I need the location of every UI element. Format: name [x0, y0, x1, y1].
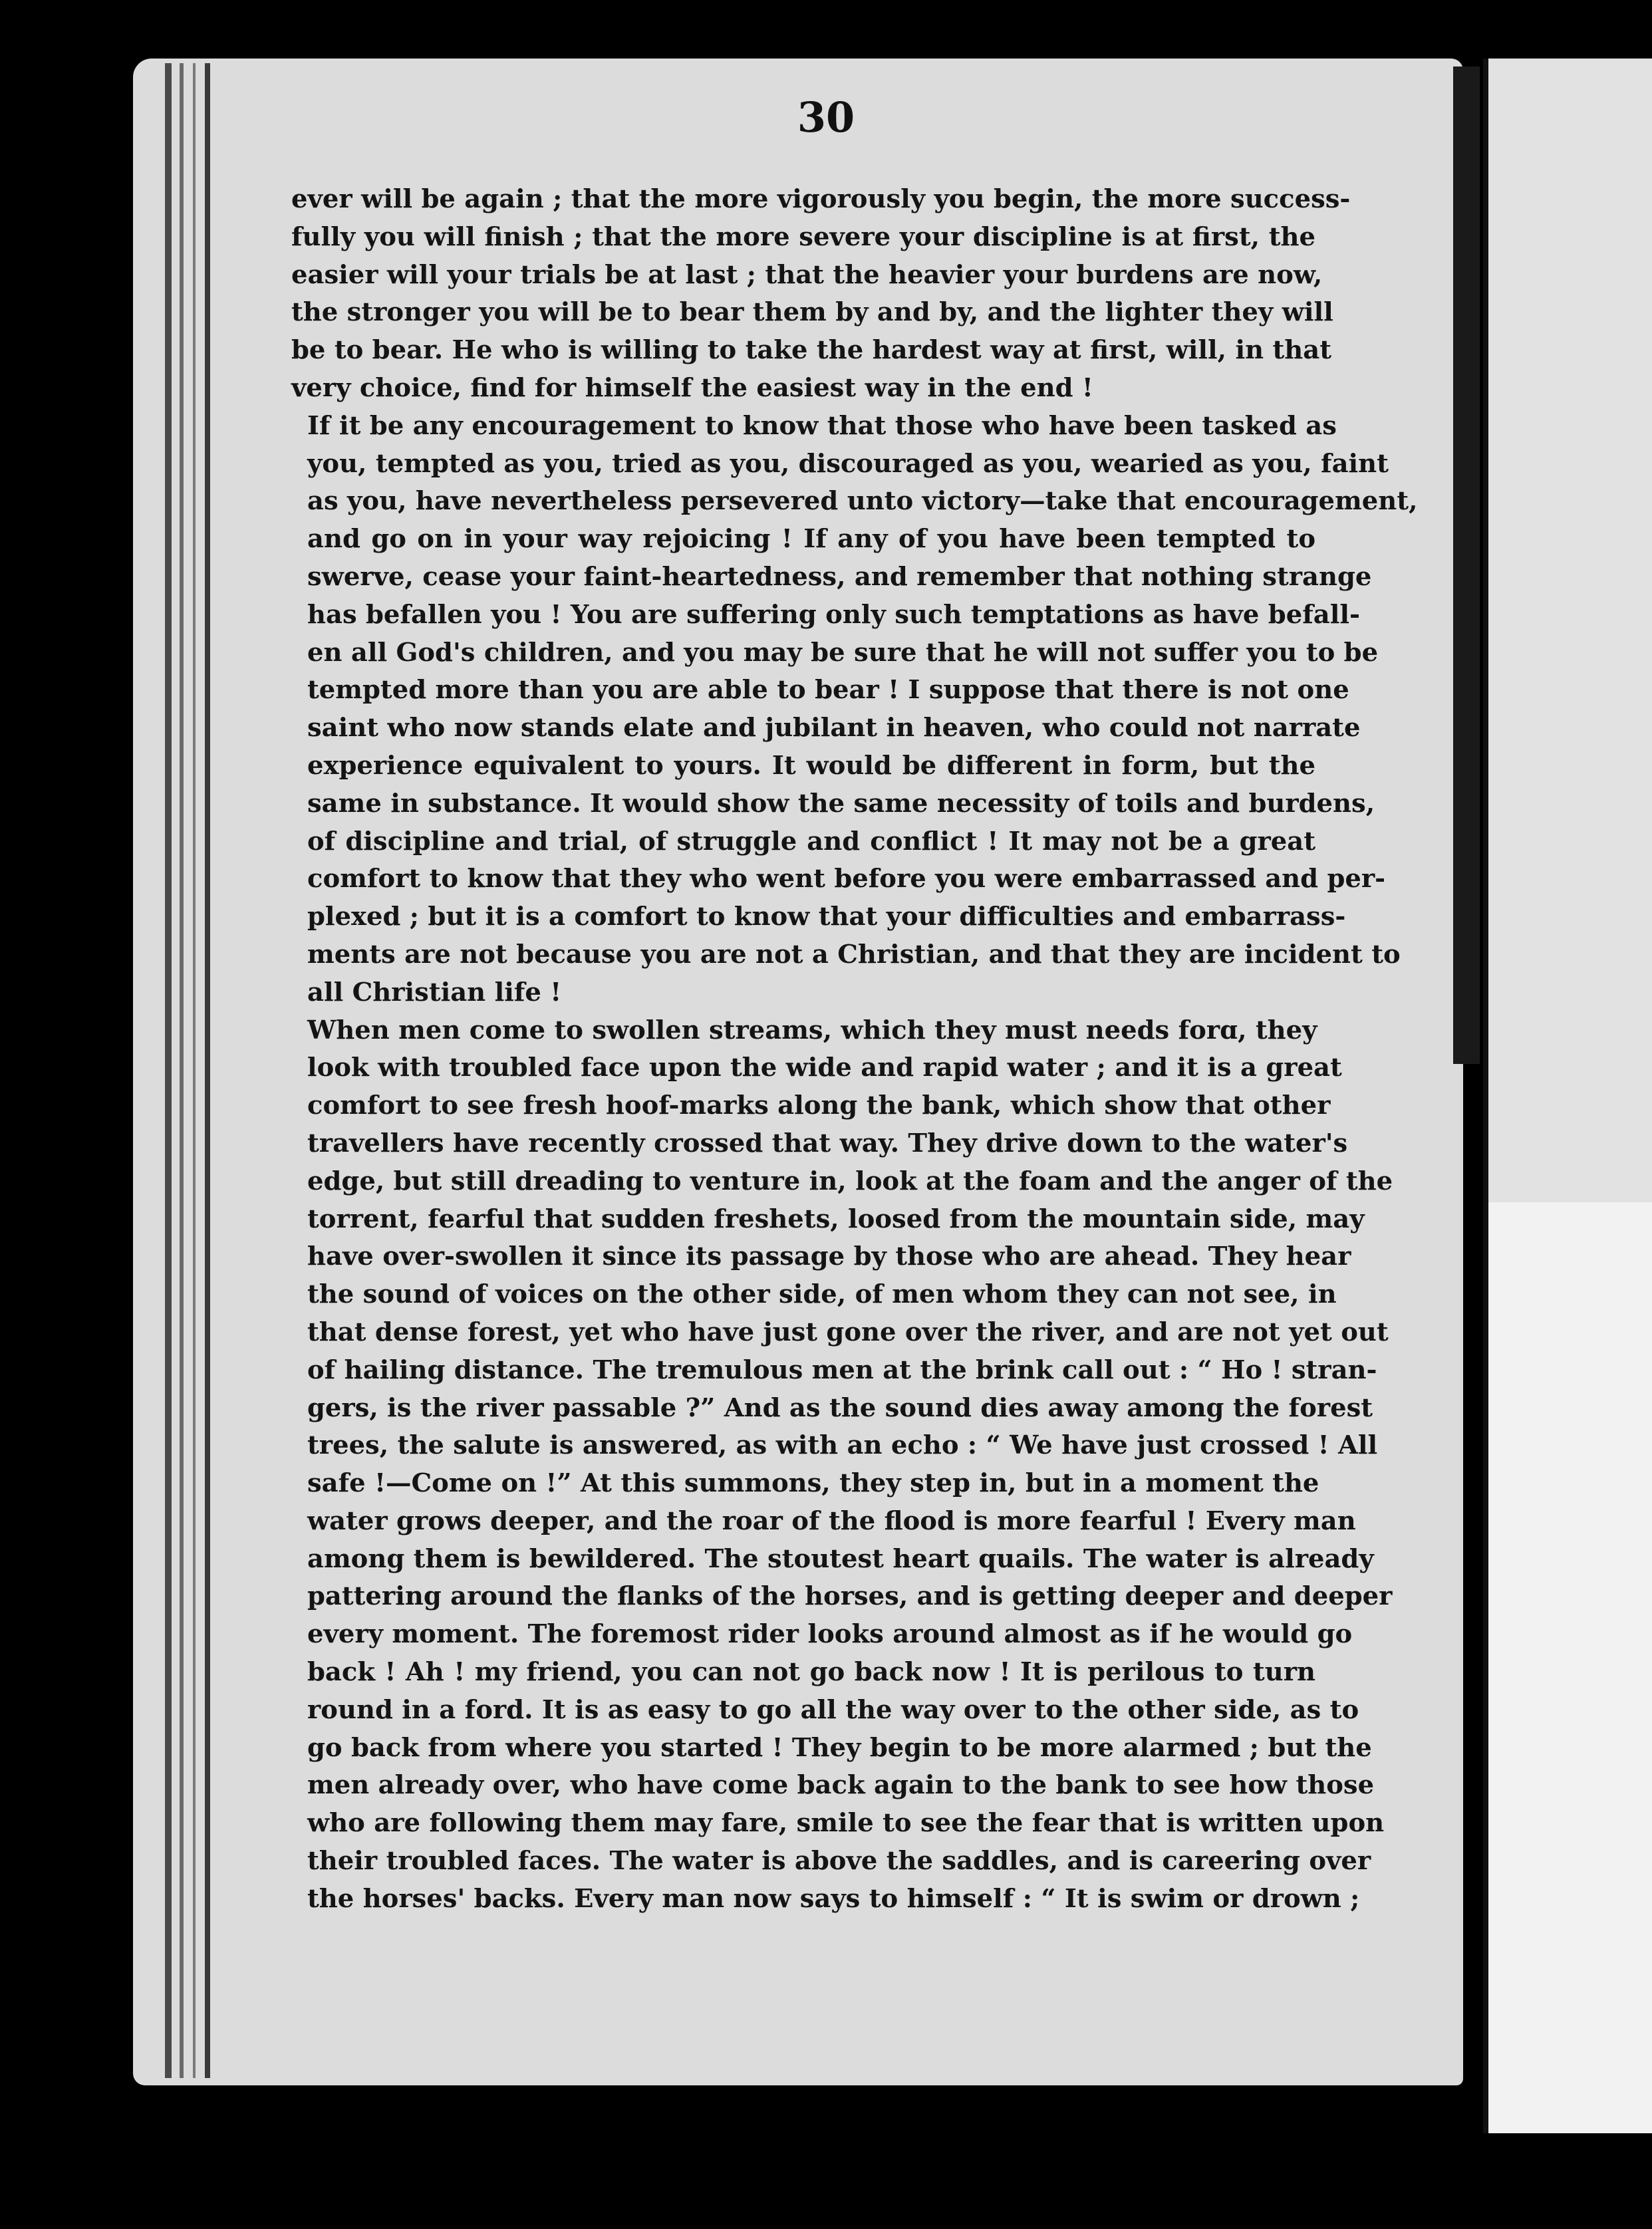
text-line: as you, have nevertheless persevered unto victory—take that encouragement,: [307, 486, 1418, 517]
text-line: be to bear. He who is willing to take the hardest way at first, will, in that: [291, 335, 1331, 366]
page-edge: [193, 63, 196, 2078]
text-line: comfort to know that they who went before you were embarrassed and per-: [307, 864, 1386, 894]
text-line: same in substance. It would show the same necessity of toils and burdens,: [307, 788, 1375, 819]
text-line: travellers have recently crossed that way. They drive down to the water's: [307, 1128, 1348, 1158]
text-line: the stronger you will be to bear them by and by, and the lighter they will: [291, 297, 1333, 328]
text-line: back ! Ah ! my friend, you can not go back now ! It is perilous to turn: [307, 1657, 1315, 1688]
text-line: very choice, find for himself the easiest way in the end !: [291, 372, 1093, 403]
text-line: you, tempted as you, tried as you, discouraged as you, wearied as you, faint: [307, 448, 1389, 479]
text-line: all Christian life !: [307, 977, 562, 1007]
text-line: en all God's children, and you may be sure that he will not suffer you to be: [307, 637, 1379, 668]
text-line: ments are not because you are not a Christian, and that they are incident to: [307, 939, 1401, 970]
text-line: saint who now stands elate and jubilant in heaven, who could not narrate: [307, 713, 1361, 743]
page-edge: [165, 63, 172, 2078]
text-line: every moment. The foremost rider looks around almost as if he would go: [307, 1619, 1353, 1650]
text-line: look with troubled face upon the wide and rapid water ; and it is a great: [307, 1053, 1342, 1083]
text-line: of discipline and trial, of struggle and conflict ! It may not be a great: [307, 826, 1315, 856]
text-line: the horses' backs. Every man now says to himself : “ It is swim or drown ;: [307, 1883, 1360, 1914]
text-line: gers, is the river passable ?” And as the sound dies away among the forest: [307, 1392, 1373, 1423]
text-line: swerve, cease your faint-heartedness, and remember that nothing strange: [307, 561, 1372, 592]
text-line: tempted more than you are able to bear ! I suppose that there is not one: [307, 675, 1349, 706]
text-line: plexed ; but it is a comfort to know that your difficulties and embarrass-: [307, 902, 1346, 932]
text-line: the sound of voices on the other side, of men whom they can not see, in: [307, 1279, 1337, 1310]
page-edge: [180, 63, 184, 2078]
paragraph: [291, 1012, 1393, 1918]
page-number: 30: [797, 93, 855, 142]
page-edge: [205, 63, 210, 2078]
text-line: water grows deeper, and the roar of the flood is more fearful ! Every man: [307, 1506, 1356, 1536]
text-line: their troubled faces. The water is above the saddles, and is careering over: [307, 1846, 1371, 1877]
text-line: ever will be again ; that the more vigorously you begin, the more success-: [291, 184, 1351, 214]
paragraph: [291, 408, 1418, 1012]
facing-page: [1483, 59, 1652, 2133]
text-line: pattering around the flanks of the horses, and is getting deeper and deeper: [307, 1581, 1393, 1612]
text-line: edge, but still dreading to venture in, look at the foam and the anger of the: [307, 1166, 1393, 1196]
body-text: [291, 181, 1418, 1918]
text-line: go back from where you started ! They begin to be more alarmed ; but the: [307, 1732, 1372, 1763]
text-line: If it be any encouragement to know that those who have been tasked as: [307, 410, 1337, 441]
text-line: of hailing distance. The tremulous men at the brink call out : “ Ho ! stran-: [307, 1355, 1377, 1385]
text-line: men already over, who have come back again to the bank to see how those: [307, 1770, 1375, 1801]
text-line: and go on in your way rejoicing ! If any of you have been tempted to: [307, 524, 1315, 555]
text-line: easier will your trials be at last ; that the heavier your burdens are now,: [291, 259, 1323, 290]
text-line: fully you will finish ; that the more severe your discipline is at first, the: [291, 221, 1315, 252]
text-line: has befallen you ! You are suffering only such temptations as have befall-: [307, 599, 1360, 630]
paragraph: [291, 181, 1351, 408]
text-line: comfort to see fresh hoof-marks along the bank, which show that other: [307, 1091, 1331, 1121]
book-gutter: [1453, 66, 1480, 1064]
text-line: who are following them may fare, smile to see the fear that is written upon: [307, 1808, 1385, 1839]
text-line: that dense forest, yet who have just gone over the river, and are not yet out: [307, 1317, 1389, 1347]
text-line: safe !—Come on !” At this summons, they step in, but in a moment the: [307, 1468, 1319, 1499]
text-line: trees, the salute is answered, as with an echo : “ We have just crossed ! All: [307, 1430, 1378, 1461]
text-line: round in a ford. It is as easy to go all the way over to the other side, as to: [307, 1694, 1359, 1725]
text-line: have over-swollen it since its passage by those who are ahead. They hear: [307, 1242, 1351, 1272]
text-line: experience equivalent to yours. It would be different in form, but the: [307, 750, 1315, 781]
text-line: When men come to swollen streams, which they must needs forɑ, they: [307, 1015, 1317, 1045]
text-line: torrent, fearful that sudden freshets, loosed from the mountain side, may: [307, 1204, 1365, 1234]
text-line: among them is bewildered. The stoutest heart quails. The water is already: [307, 1543, 1374, 1574]
